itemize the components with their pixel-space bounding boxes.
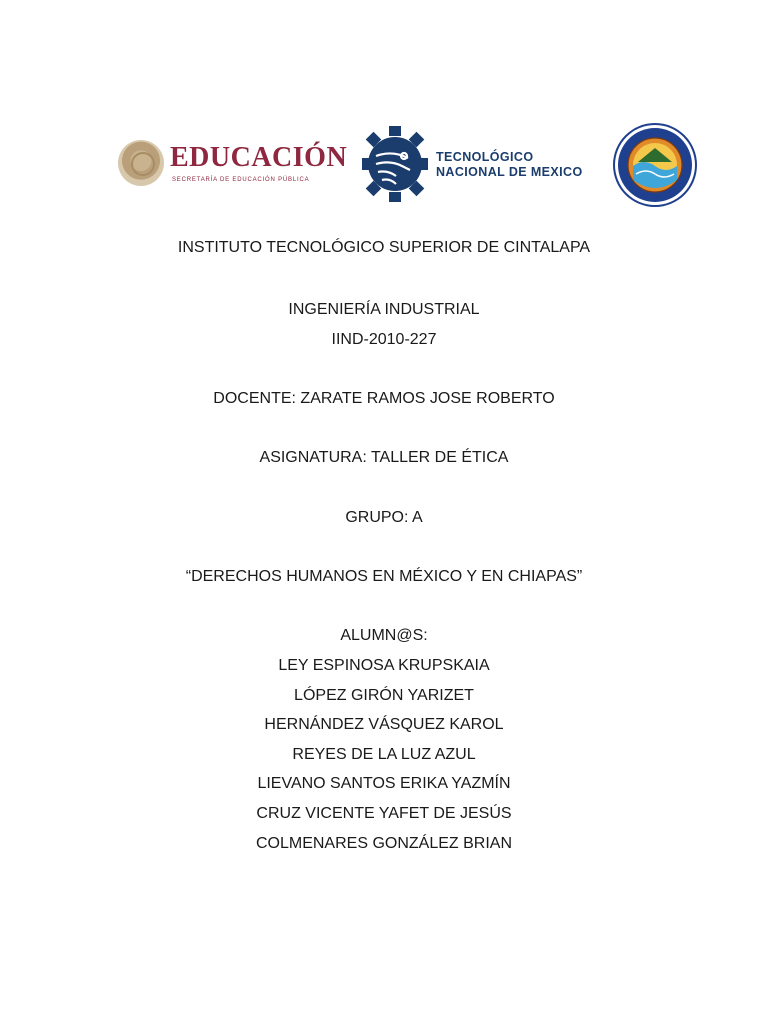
student-name: LIEVANO SANTOS ERIKA YAZMÍN (257, 775, 511, 792)
teacher-line: DOCENTE: ZARATE RAMOS JOSE ROBERTO (213, 390, 555, 407)
sep-logo-subtitle: SECRETARÍA DE EDUCACIÓN PÚBLICA (172, 177, 310, 183)
plan-code: IIND-2010-227 (331, 331, 437, 348)
logos-row (0, 118, 768, 218)
mexico-seal-icon (118, 140, 164, 186)
program-name: INGENIERÍA INDUSTRIAL (288, 301, 480, 318)
tecnm-gear-icon (362, 126, 428, 202)
sep-logo (118, 140, 348, 192)
tecnm-logo-line2: NACIONAL DE MEXICO (436, 165, 583, 179)
student-name: HERNÁNDEZ VÁSQUEZ KAROL (264, 716, 504, 733)
itsc-seal-icon (612, 122, 698, 208)
sep-logo-word: EDUCACIÓN (170, 142, 348, 173)
students-label: ALUMN@S: (340, 627, 428, 644)
student-name: LÓPEZ GIRÓN YARIZET (294, 687, 474, 704)
document-title: “DERECHOS HUMANOS EN MÉXICO Y EN CHIAPAS” (185, 568, 583, 585)
student-name: REYES DE LA LUZ AZUL (292, 746, 476, 763)
student-name: CRUZ VICENTE YAFET DE JESÚS (256, 805, 512, 822)
tecnm-logo-line1: TECNOLÓGICO (436, 150, 534, 164)
student-name: COLMENARES GONZÁLEZ BRIAN (255, 835, 513, 852)
student-name: LEY ESPINOSA KRUPSKAIA (278, 657, 490, 674)
tecnm-logo-text (436, 150, 583, 180)
institution-name: INSTITUTO TECNOLÓGICO SUPERIOR DE CINTALAPA (177, 239, 591, 256)
group-line: GRUPO: A (345, 509, 423, 526)
tecnm-logo (362, 124, 582, 204)
subject-line: ASIGNATURA: TALLER DE ÉTICA (259, 449, 509, 466)
